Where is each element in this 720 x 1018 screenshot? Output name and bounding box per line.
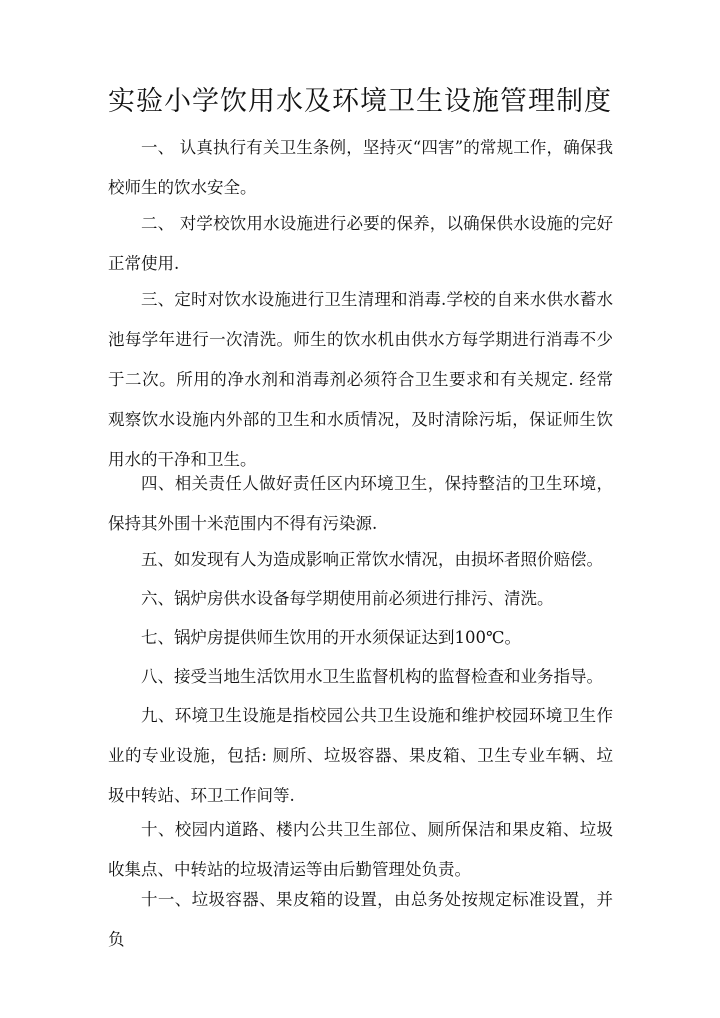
paragraph-10: 十、校园内道路、楼内公共卫生部位、厕所保洁和果皮箱、垃圾收集点、中转站的垃圾清运等由后勤管理处负责。 bbox=[108, 820, 613, 879]
paragraph-2: 二、 对学校饮用水设施进行必要的保养，以确保供水设施的完好正常使用. bbox=[108, 214, 613, 273]
paragraph-1: 一、 认真执行有关卫生条例，坚持灭“四害”的常规工作，确保我校师生的饮水安全。 bbox=[108, 138, 613, 197]
paragraph-9: 九、环境卫生设施是指校园公共卫生设施和维护校园环境卫生作业的专业设施，包括: 厕所、垃圾容器、果皮箱、卫生专业车辆、垃圾中转站、环卫工作间等. bbox=[108, 706, 613, 805]
paragraph-3: 三、定时对饮水设施进行卫生清理和消毒.学校的自来水供水蓄水池每学年进行一次清洗。师生的饮水机由供水方每学期进行消毒不少于二次。所用的净水剂和消毒剂必须符合卫生要求和有关规定. 经常观察饮水设施内外部的卫生和水质情况，及时清除污垢，保证师生饮用水的干净和卫生。 bbox=[108, 290, 613, 469]
paragraph-5: 五、如发现有人为造成影响正常饮水情况，由损坏者照价赔偿。 bbox=[141, 550, 603, 569]
paragraph-11: 十一、垃圾容器、果皮箱的设置，由总务处按规定标准设置，并负 bbox=[108, 890, 613, 949]
paragraph-7: 七、锅炉房提供师生饮用的开水须保证达到100℃。 bbox=[141, 628, 521, 647]
paragraph-8: 八、接受当地生活饮用水卫生监督机构的监督检查和业务指导。 bbox=[141, 667, 603, 686]
paragraph-6: 六、锅炉房供水设备每学期使用前必须进行排污、清洗。 bbox=[141, 589, 554, 608]
document-title: 实验小学饮用水及环境卫生设施管理制度 bbox=[108, 86, 612, 117]
paragraph-4: 四、相关责任人做好责任区内环境卫生，保持整洁的卫生环境，保持其外围十米范围内不得有污染源. bbox=[108, 474, 613, 533]
